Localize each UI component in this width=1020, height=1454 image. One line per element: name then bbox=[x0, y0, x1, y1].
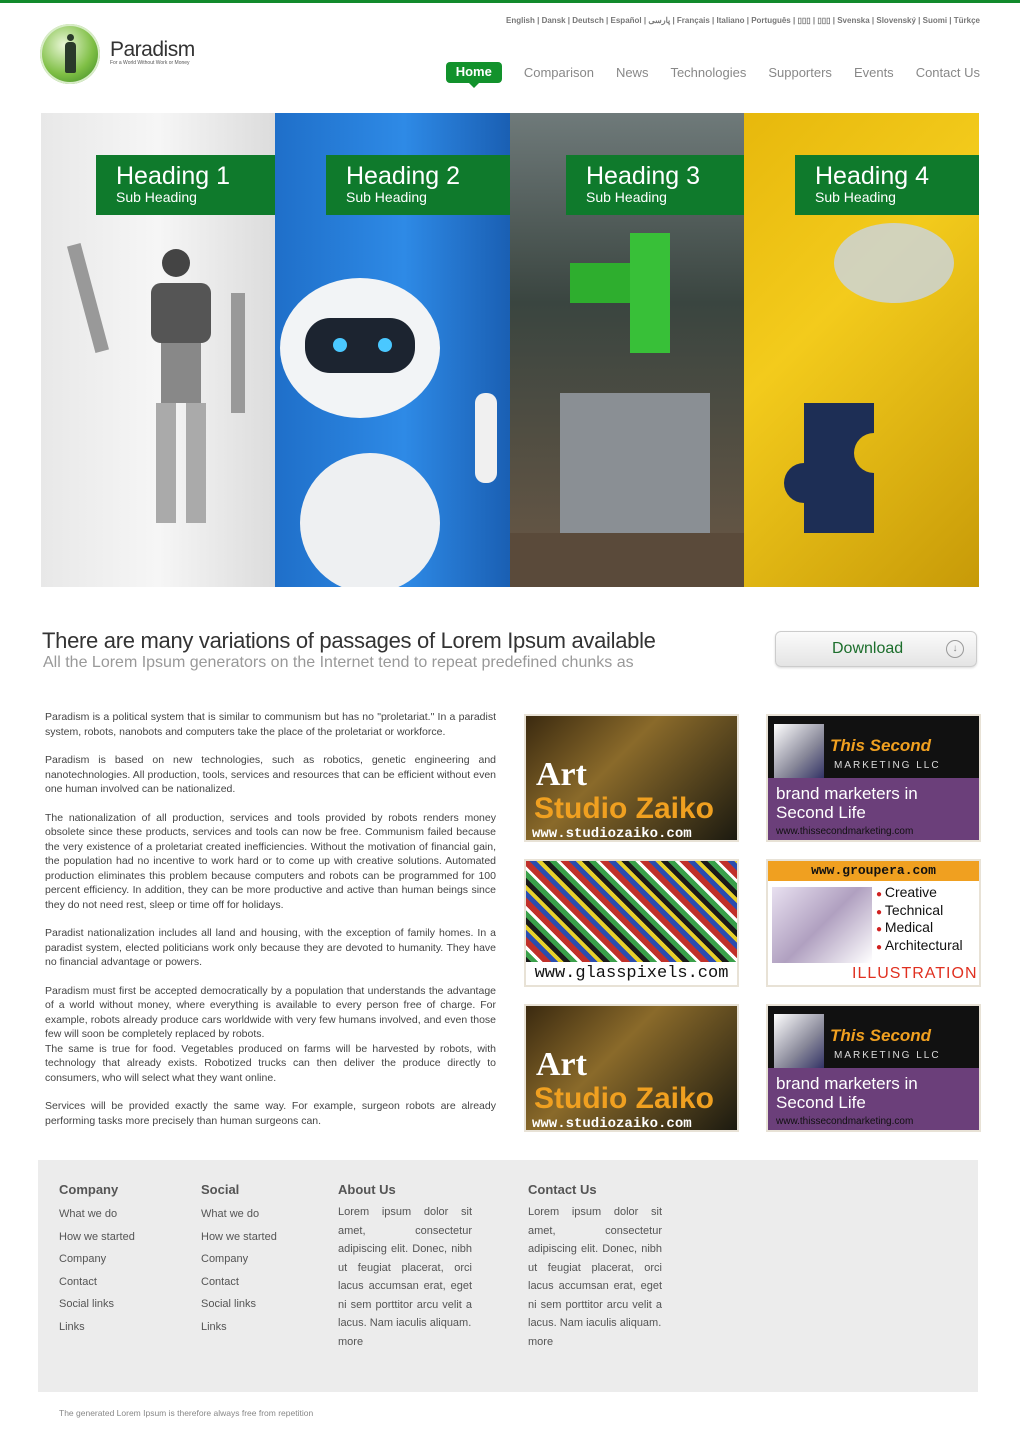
slide-heading-box bbox=[326, 155, 510, 215]
footer-link[interactable]: Social links bbox=[201, 1298, 257, 1310]
intro-subtitle: All the Lorem Ipsum generators on the Internet tend to repeat predefined chunks as bbox=[43, 654, 634, 671]
copyright: The generated Lorem Ipsum is therefore always free from repetition bbox=[59, 1408, 314, 1418]
ad-text: Art bbox=[536, 1046, 587, 1083]
slide-heading: Heading 1 bbox=[116, 162, 230, 190]
ad-this-second[interactable] bbox=[766, 714, 981, 842]
paragraph: Paradism is based on new technologies, such as robotics, genetic engineering and nanotechnologies. All production, tools, services and resources that can be efficient without even one human involved can be nationalized. bbox=[45, 754, 496, 795]
footer-link[interactable]: Links bbox=[59, 1320, 85, 1333]
ad-text: ILLUSTRATION bbox=[852, 965, 978, 982]
nav-events[interactable]: Events bbox=[853, 65, 894, 80]
slide-subheading: Sub Heading bbox=[116, 189, 197, 205]
ad-grid bbox=[524, 714, 984, 1136]
footer-link[interactable]: How we started bbox=[201, 1230, 277, 1243]
footer bbox=[38, 1160, 978, 1392]
slide-subheading: Sub Heading bbox=[815, 189, 896, 205]
ad-text: Studio Zaiko bbox=[534, 1082, 714, 1115]
ad-glasspixels[interactable] bbox=[524, 859, 739, 987]
footer-link[interactable]: What we do bbox=[201, 1208, 260, 1220]
slider-panel-1[interactable] bbox=[41, 113, 275, 587]
top-accent-line bbox=[0, 0, 1020, 3]
logo-emblem-icon bbox=[40, 24, 100, 84]
nav-supporters[interactable]: Supporters bbox=[768, 65, 832, 80]
footer-about bbox=[338, 1182, 472, 1351]
cube-logo-icon bbox=[774, 724, 824, 778]
ad-studio-zaiko[interactable] bbox=[524, 1004, 739, 1132]
footer-link[interactable]: Company bbox=[201, 1253, 249, 1265]
nav-home[interactable]: Home bbox=[446, 62, 502, 83]
cube-logo-icon bbox=[774, 1014, 824, 1068]
footer-text: Lorem ipsum dolor sit amet, consectetur adipiscing elit. Donec, nibh ut feugiat placerat, orci lacus accumsan erat, eget ni sem porttitor arcu velit a lacus. Nam iaculis aliquam. bbox=[528, 1206, 662, 1329]
ad-studio-zaiko[interactable] bbox=[524, 714, 739, 842]
paragraph: Paradism is a political system that is similar to communism but has no "proletariat." In a paradist system, robots, nanobots and computers take the place of the proletariat or workforce. bbox=[45, 711, 496, 738]
download-label: Download bbox=[832, 640, 904, 657]
slide-subheading: Sub Heading bbox=[586, 189, 667, 205]
footer-link[interactable]: Contact bbox=[59, 1275, 97, 1288]
intro-title: There are many variations of passages of Lorem Ipsum available bbox=[42, 628, 656, 653]
paragraph: Paradism must first be accepted democratically by a population that understands the advantage of a world without money, where everything is available to every person free of charge. For example, robots already produce cars worldwide with very few humans involved, and even those few will soon be completely replaced by robots. bbox=[45, 984, 496, 1040]
footer-more-link[interactable]: more bbox=[338, 1335, 364, 1348]
language-selector[interactable]: English | Dansk | Deutsch | Español | پارسی | Français | Italiano | Português | ▯▯▯ | ▯▯▯ | Svenska | Slovenský | Suomi | Türkçe bbox=[506, 16, 980, 25]
paragraph: Paradist nationalization includes all land and housing, with the exception of family homes. In a paradist system, elected politicians work only because they are devoted to humanity. They have no financial advantage or powers. bbox=[45, 927, 496, 968]
ad-text: brand marketers in Second Life bbox=[776, 1074, 918, 1112]
paragraph: Services will be provided exactly the same way. For example, surgeon robots are already performing tasks more precisely than human surgeons can. bbox=[45, 1100, 496, 1127]
download-button[interactable] bbox=[775, 631, 977, 667]
slide-heading-box bbox=[795, 155, 979, 215]
site-logo[interactable] bbox=[40, 24, 240, 86]
ad-text: Studio Zaiko bbox=[534, 792, 714, 825]
ad-text: brand marketers in Second Life bbox=[776, 784, 918, 822]
ad-text: MARKETING LLC bbox=[834, 1050, 941, 1061]
nav-news[interactable]: News bbox=[615, 65, 649, 80]
ad-url: www.thissecondmarketing.com bbox=[776, 826, 914, 837]
download-arrow-icon: ↓ bbox=[946, 640, 964, 658]
logo-tagline: For a World Without Work or Money bbox=[110, 60, 190, 66]
ad-text: MARKETING LLC bbox=[834, 760, 941, 771]
slider-panel-2[interactable] bbox=[275, 113, 510, 587]
ad-url: www.studiozaiko.com bbox=[532, 826, 692, 842]
footer-company bbox=[59, 1182, 135, 1338]
footer-link[interactable]: Contact bbox=[201, 1275, 239, 1288]
slide-heading-box bbox=[566, 155, 744, 215]
nav-contact-us[interactable]: Contact Us bbox=[915, 65, 980, 80]
footer-more-link[interactable]: more bbox=[528, 1335, 554, 1348]
logo-name: Paradism bbox=[110, 38, 195, 61]
ad-url: www.thissecondmarketing.com bbox=[776, 1116, 914, 1127]
footer-link[interactable]: How we started bbox=[59, 1230, 135, 1243]
ad-url: www.glasspixels.com bbox=[526, 962, 737, 985]
slide-subheading: Sub Heading bbox=[346, 189, 427, 205]
ad-list-item: ● Medical bbox=[876, 920, 963, 938]
ad-list bbox=[876, 885, 963, 955]
slide-heading: Heading 3 bbox=[586, 162, 700, 190]
ad-text: This Second bbox=[830, 736, 932, 755]
article-body bbox=[45, 710, 496, 1142]
slide-heading: Heading 4 bbox=[815, 162, 929, 190]
footer-heading: Company bbox=[59, 1182, 119, 1197]
ad-list-item: ● Creative bbox=[876, 885, 963, 903]
footer-heading: Contact Us bbox=[528, 1182, 597, 1197]
footer-link[interactable]: Social links bbox=[59, 1298, 115, 1310]
hero-slider bbox=[41, 113, 979, 587]
ad-list-item: ● Technical bbox=[876, 903, 963, 921]
paragraph: The nationalization of all production, services and tools provided by robots renders money obsolete since these products, services and tools can now be free. Communism failed because the very existence of a proletariat created inefficiencies. Without the motivation of financial gain, the population had no incentive to work hard or to come up with creative solutions. Automated production eliminates this problem because computers and robots can be programmed for 100 percent efficiency. In addition, they can be more productive and active than human beings since they do not need rest, sleep or time off for holidays. bbox=[45, 811, 496, 911]
slider-panel-3[interactable] bbox=[510, 113, 744, 587]
ad-this-second[interactable] bbox=[766, 1004, 981, 1132]
footer-heading: About Us bbox=[338, 1182, 396, 1197]
paragraph: The same is true for food. Vegetables produced on farms will be harvested by robots, with technology that already exists. Robotized trucks can then deliver the produce directly to consumers, who will select what they want online. bbox=[45, 1042, 496, 1084]
footer-social bbox=[201, 1182, 277, 1338]
footer-link[interactable]: Links bbox=[201, 1320, 227, 1333]
ad-groupera[interactable] bbox=[766, 859, 981, 987]
ad-text: This Second bbox=[830, 1026, 932, 1045]
slide-heading-box bbox=[96, 155, 275, 215]
footer-link[interactable]: Company bbox=[59, 1253, 107, 1265]
nav-technologies[interactable]: Technologies bbox=[670, 65, 747, 80]
ad-text: Art bbox=[536, 756, 587, 793]
footer-text: Lorem ipsum dolor sit amet, consectetur adipiscing elit. Donec, nibh ut feugiat placerat, orci lacus accumsan erat, eget ni sem porttitor arcu velit a lacus. Nam iaculis aliquam. bbox=[338, 1206, 472, 1329]
pens-image bbox=[772, 887, 872, 963]
footer-contact bbox=[528, 1182, 662, 1351]
footer-heading: Social bbox=[201, 1182, 240, 1197]
nav-comparison[interactable]: Comparison bbox=[523, 65, 594, 80]
slider-panel-4[interactable] bbox=[744, 113, 979, 587]
ad-list-item: ● Architectural bbox=[876, 938, 963, 956]
slide-heading: Heading 2 bbox=[346, 162, 460, 190]
ad-url: www.groupera.com bbox=[768, 861, 979, 881]
footer-link[interactable]: What we do bbox=[59, 1208, 118, 1220]
ad-url: www.studiozaiko.com bbox=[532, 1116, 692, 1132]
main-nav bbox=[446, 62, 980, 83]
